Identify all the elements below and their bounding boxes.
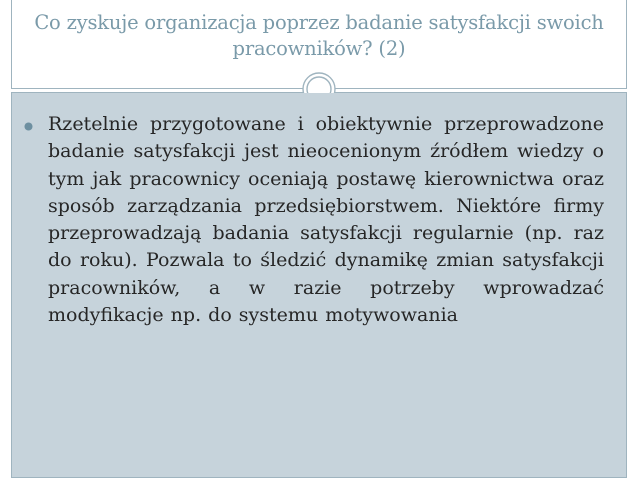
- circle-bullet-icon: [24, 122, 33, 131]
- slide-title: Co zyskuje organizacja poprzez badanie satysfakcji swoich pracowników? (2): [34, 11, 604, 60]
- content-panel: [11, 93, 627, 478]
- bullet-text: Rzetelnie przygotowane i obiektywnie przeprowadzone badanie satysfakcji jest nieocenionym źródłem wiedzy o tym jak pracownicy oceniają postawę kierownictwa oraz sposób zarządzania przedsiębiorstwem. Niektóre firmy przeprowadzają badania satysfakcji regularnie (np. raz do roku). Pozwala to śledzić dynamikę zmian satysfakcji pracowników, a w razie potrzeby wprowadzać modyfikacje np. do systemu motywowania: [48, 113, 604, 327]
